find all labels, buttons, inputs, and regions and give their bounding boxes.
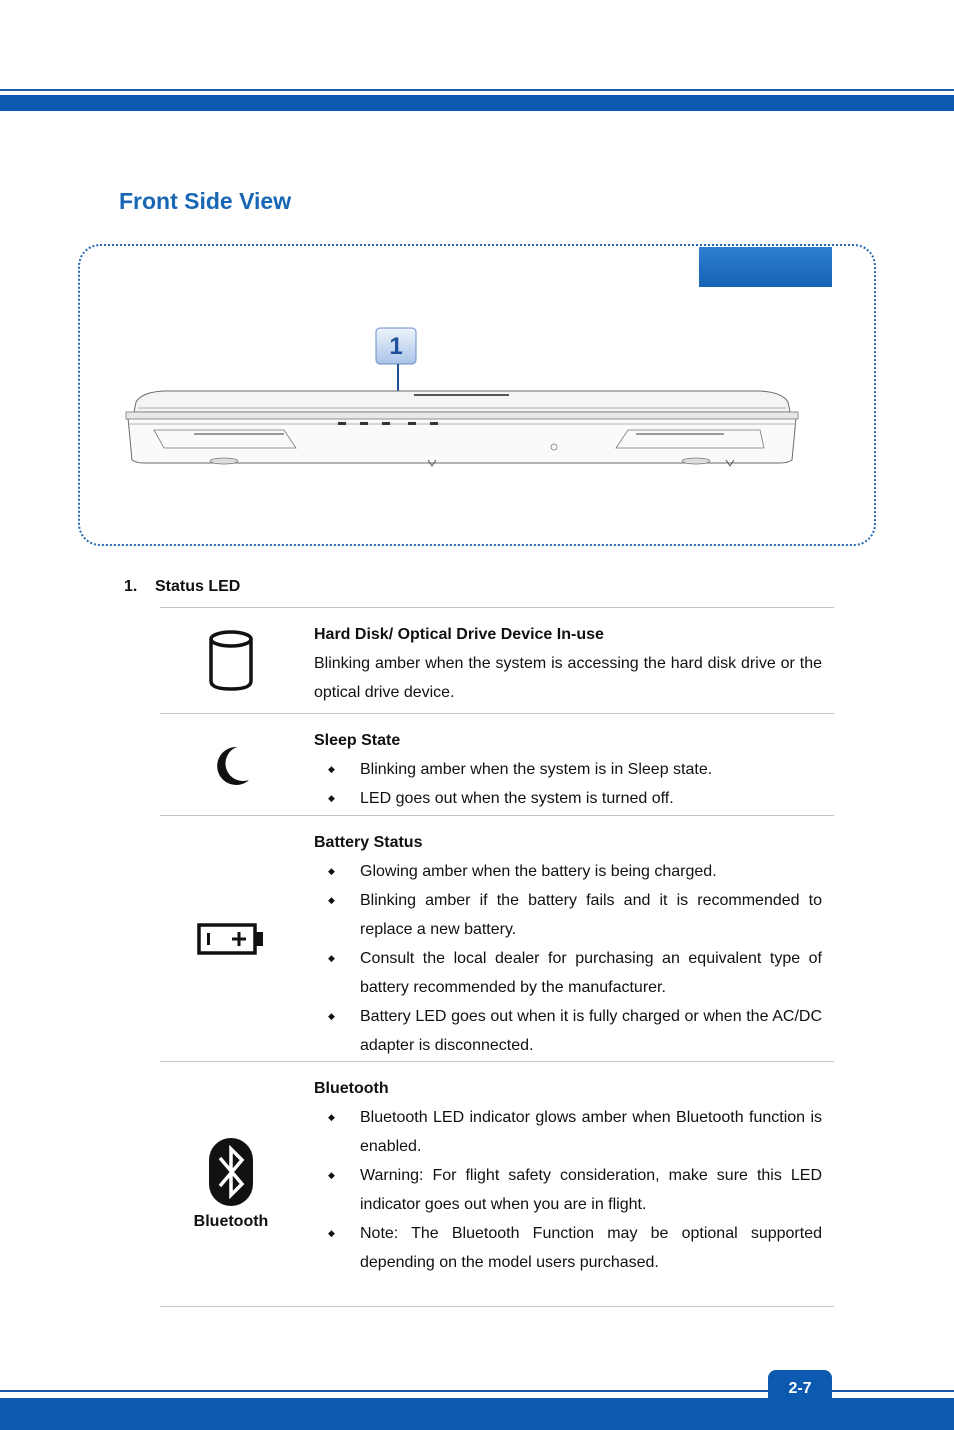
icon-cell [160, 608, 302, 713]
hard-disk-icon [207, 629, 255, 693]
led-hdd [338, 422, 346, 425]
row-text: Blinking amber when the system is accessing the hard disk drive or the optical drive device. [314, 655, 822, 701]
led-table [160, 607, 834, 1307]
bullet-item [314, 857, 822, 886]
bullet-list [314, 857, 822, 1060]
diamond-bullet-icon: ◆ [328, 1170, 335, 1180]
list-heading [124, 578, 240, 596]
header-band [0, 95, 954, 111]
bullet-text: Glowing amber when the battery is being charged. [360, 863, 717, 880]
icon-cell [160, 714, 302, 815]
led-row-sleep [160, 713, 834, 815]
row-title: Battery Status [314, 834, 423, 851]
page-number: 2-7 [768, 1370, 832, 1404]
view-label-tab [699, 247, 832, 287]
row-title: Bluetooth [314, 1080, 389, 1097]
bullet-text: Warning: For flight safety consideration, make sure this LED indicator goes out when you are in flight. [360, 1167, 822, 1213]
icon-cell [160, 1062, 302, 1306]
bullet-list [314, 755, 822, 813]
bullet-item [314, 944, 822, 1002]
led-row-bluetooth [160, 1061, 834, 1307]
led-battery [408, 422, 416, 425]
bullet-item [314, 755, 822, 784]
bullet-item [314, 784, 822, 813]
bullet-list [314, 1103, 822, 1277]
sleep-moon-icon [211, 744, 251, 786]
bullet-item [314, 1161, 822, 1219]
bluetooth-icon [208, 1137, 254, 1207]
bluetooth-icon-caption: Bluetooth [193, 1213, 269, 1230]
header-rule [0, 89, 954, 91]
desc-cell [314, 828, 822, 1060]
row-title: Sleep State [314, 732, 401, 749]
bullet-item [314, 886, 822, 944]
bullet-item [314, 1002, 822, 1060]
list-heading-text: Status LED [155, 578, 241, 595]
battery-icon [197, 922, 265, 956]
bullet-text: Bluetooth LED indicator glows amber when Bluetooth function is enabled. [360, 1109, 822, 1155]
bullet-text: Blinking amber if the battery fails and it is recommended to replace a new battery. [360, 892, 822, 938]
desc-cell [314, 726, 822, 813]
led-row-hard-disk [160, 607, 834, 713]
diamond-bullet-icon: ◆ [328, 793, 335, 803]
led-sleep [360, 422, 368, 425]
bullet-text: LED goes out when the system is turned off. [360, 790, 674, 807]
list-number: 1. [124, 578, 138, 595]
callout-number: 1 [389, 333, 403, 360]
laptop-front-illustration [124, 320, 800, 470]
diamond-bullet-icon: ◆ [328, 764, 335, 774]
desc-cell [314, 1074, 822, 1277]
diamond-bullet-icon: ◆ [328, 953, 335, 963]
diamond-bullet-icon: ◆ [328, 895, 335, 905]
bullet-item [314, 1219, 822, 1277]
section-title: Front Side View [119, 188, 292, 214]
led-row-battery [160, 815, 834, 1061]
desc-cell [314, 620, 822, 707]
led-power [382, 422, 390, 425]
row-title: Hard Disk/ Optical Drive Device In-use [314, 626, 604, 643]
diamond-bullet-icon: ◆ [328, 1112, 335, 1122]
bullet-text: Battery LED goes out when it is fully charged or when the AC/DC adapter is disconnected. [360, 1008, 822, 1054]
led-bluetooth [430, 422, 438, 425]
bullet-text: Blinking amber when the system is in Sleep state. [360, 761, 713, 778]
bullet-text: Consult the local dealer for purchasing an equivalent type of battery recommended by the manufacturer. [360, 950, 822, 996]
diamond-bullet-icon: ◆ [328, 1011, 335, 1021]
diamond-bullet-icon: ◆ [328, 866, 335, 876]
icon-cell [160, 816, 302, 1061]
diamond-bullet-icon: ◆ [328, 1228, 335, 1238]
bullet-text: Note: The Bluetooth Function may be optional supported depending on the model users purchased. [360, 1225, 822, 1271]
bullet-item [314, 1103, 822, 1161]
